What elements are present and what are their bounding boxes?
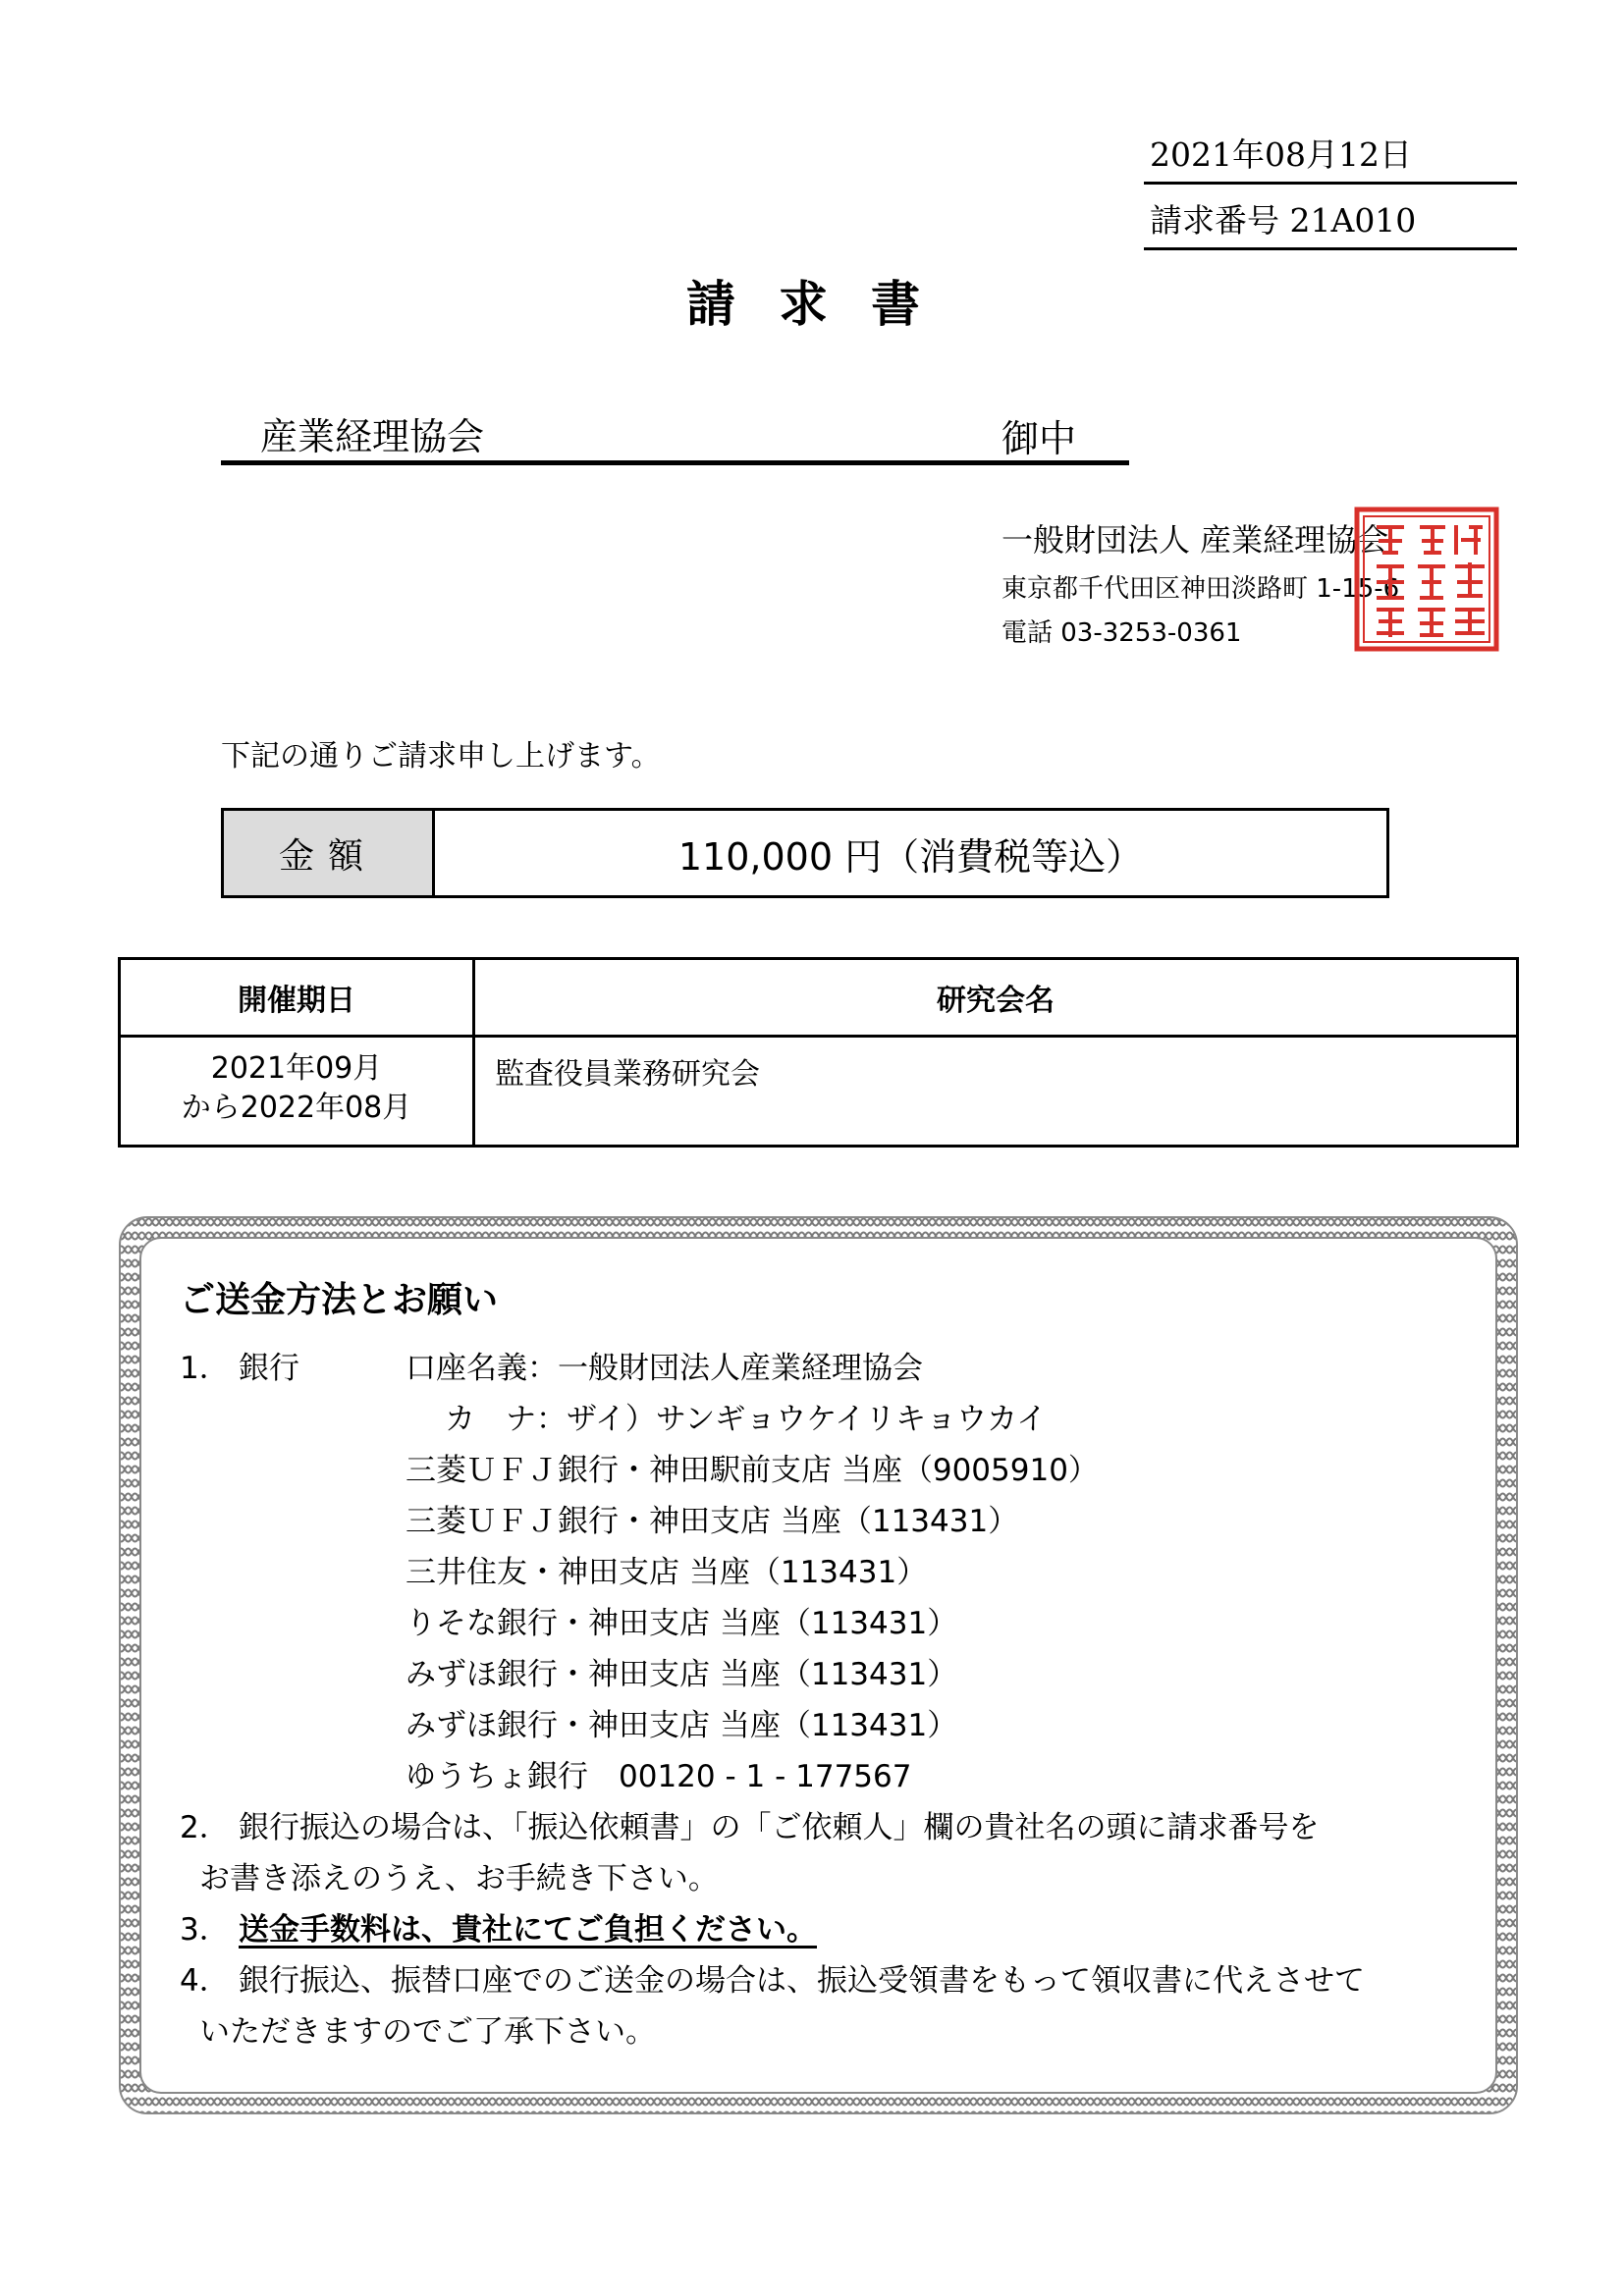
- notice-item-4: [180, 1955, 1480, 2006]
- bank-account-line: みずほ銀行・神田支店 当座（113431）: [406, 1657, 958, 1692]
- notice-text: 銀行振込、振替口座でのご送金の場合は、振込受領書をもって領収書に代えさせて: [239, 1963, 1365, 1999]
- document-title: 請求書: [686, 276, 963, 333]
- fee-notice-text: 送金手数料は、貴社にてご負担ください。: [239, 1912, 817, 1948]
- period-start: 2021年09月: [210, 1051, 383, 1086]
- cell-study-group-name: 監査役員業務研究会: [474, 1037, 1518, 1147]
- account-kana: カ ナ：ザイ）サンギョウケイリキョウカイ: [445, 1402, 1048, 1437]
- table-row: [120, 1037, 1518, 1147]
- item-number: 3．: [180, 1912, 230, 1948]
- column-header-name: 研究会名: [474, 959, 1518, 1037]
- bank-account-line: 三井住友・神田支店 当座（113431）: [406, 1555, 928, 1590]
- issuer-address: 東京都千代田区神田淡路町 1-15-6: [1001, 574, 1400, 604]
- table-header-row: [120, 959, 1518, 1037]
- recipient-honorific: 御中: [1001, 417, 1077, 460]
- account-name: 口座名義：一般財団法人産業経理協会: [406, 1351, 923, 1386]
- bank-account-line: みずほ銀行・神田支店 当座（113431）: [406, 1708, 958, 1743]
- item-number: 4．: [180, 1963, 230, 1999]
- bank-account-line: りそな銀行・神田支店 当座（113431）: [406, 1606, 958, 1641]
- recipient-name: 産業経理協会: [260, 415, 485, 458]
- remittance-notice-box: [118, 1215, 1519, 2115]
- bank-account-line: 三菱ＵＦＪ銀行・神田支店 当座（113431）: [406, 1504, 1019, 1539]
- amount-box: [221, 808, 1389, 898]
- period-end: から2022年08月: [181, 1091, 412, 1125]
- column-header-period: 開催期日: [120, 959, 474, 1037]
- recipient-block: [221, 402, 1129, 465]
- item-number: 2．: [180, 1810, 230, 1845]
- invoice-number: 請求番号 21A010: [1144, 191, 1517, 250]
- notice-text-continued: お書き添えのうえ、お手続き下さい。: [199, 1861, 719, 1896]
- notice-text: 銀行振込の場合は、「振込依頼書」の「ご依頼人」欄の貴社名の頭に請求番号を: [239, 1810, 1320, 1845]
- bank-label: 銀行: [239, 1351, 299, 1386]
- notice-text-continued: いただきますのでご了承下さい。: [199, 2014, 656, 2050]
- issuer-block: [1001, 515, 1399, 649]
- events-table: [118, 957, 1519, 1148]
- intro-text: 下記の通りご請求申し上げます。: [221, 739, 661, 774]
- issuer-organization: 一般財団法人 産業経理協会: [1001, 521, 1389, 559]
- amount-label: 金額: [224, 811, 435, 895]
- issuer-phone: 電話 03-3253-0361: [1001, 618, 1242, 648]
- cell-period: [120, 1037, 474, 1147]
- item-number: 1．: [180, 1351, 230, 1386]
- company-seal-stamp: [1353, 506, 1500, 653]
- amount-value: 110,000 円（消費税等込）: [677, 834, 1144, 879]
- bank-item-row: [180, 1343, 1480, 1394]
- bank-account-line: 三菱ＵＦＪ銀行・神田駅前支店 当座（9005910）: [406, 1453, 1099, 1488]
- remittance-title: ご送金方法とお願い: [180, 1280, 499, 1320]
- bank-account-line: ゆうちょ銀行 00120 - 1 - 177567: [406, 1759, 912, 1794]
- notice-item-2: [180, 1802, 1480, 1853]
- notice-item-3: [180, 1904, 1480, 1955]
- invoice-date: 2021年08月12日: [1144, 126, 1517, 185]
- remittance-body: [180, 1343, 1480, 2057]
